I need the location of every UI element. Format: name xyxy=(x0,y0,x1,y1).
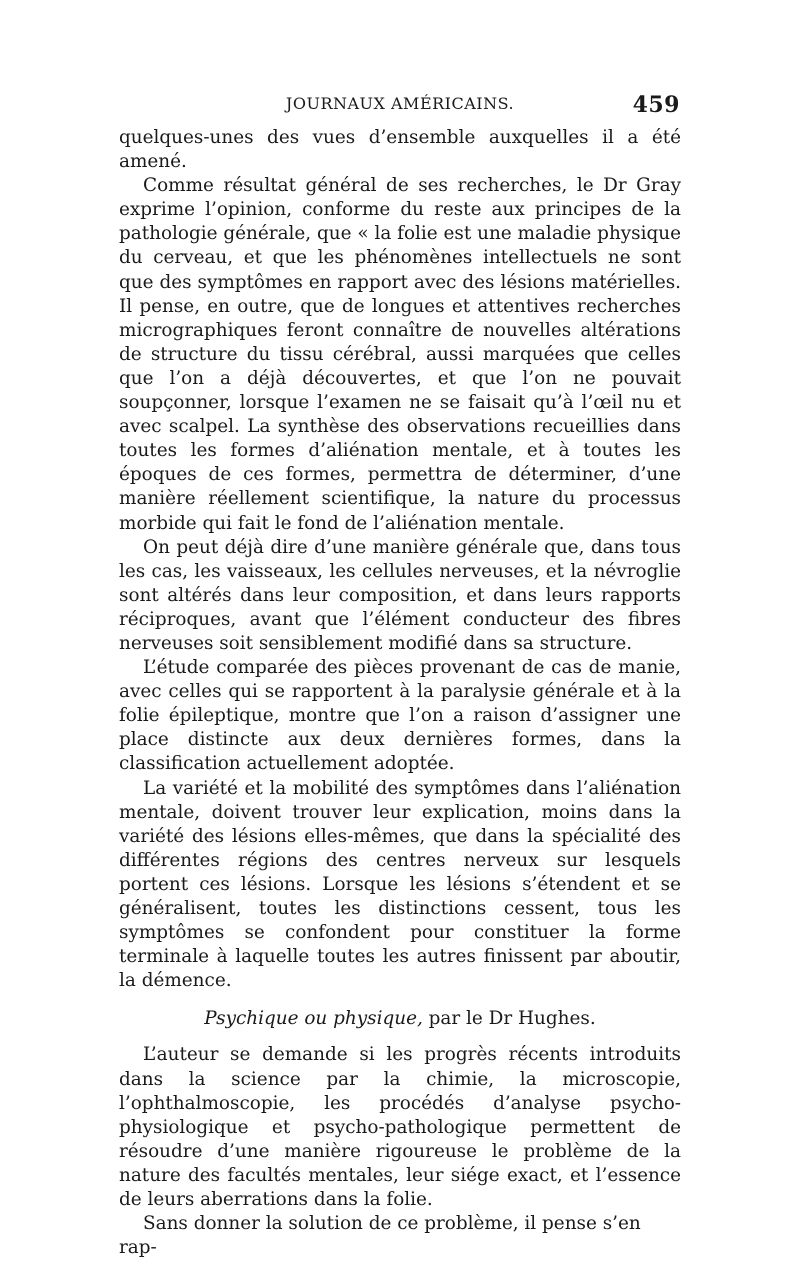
paragraph: L’étude comparée des pièces provenant de cas de manie, avec celles qui se rapportent à la paralysie générale et à la folie épileptique, montre que l’on a raison d’assigner une place distincte aux deux dernières formes, dans la classification actuellement adoptée. xyxy=(119,657,681,775)
paragraph: L’auteur se demande si les progrès récents introduits dans la science par la chimie, la microscopie, l’ophthalmoscopie, les procédés d’analyse psycho-physiologique et psycho-pathologique permettent de résoudre d’une manière rigoureuse le problème de la nature des facultés mentales, leur siége exact, et l’essence de leurs aberrations dans la folie. xyxy=(119,1044,681,1211)
paragraph: Comme résultat général de ses recherches, le Dr Gray exprime l’opinion, conforme du reste aux principes de la pathologie générale, que « la folie est une maladie physique du cerveau, et que les phénomènes intellectuels ne sont que des symptômes en rapport avec des lésions matérielles. Il pense, en outre, que de longues et attentives recherches micrographiques feront connaître de nouvelles altérations de structure du tissu cérébral, aussi marquées que celles que l’on a déjà découvertes, et que l’on ne pouvait soupçonner, lorsque l’examen ne se faisait qu’à l’œil nu et avec scalpel. La synthèse des observations recueillies dans toutes les formes d’aliénation mentale, et à toutes les époques de ces formes, permettra de déterminer, d’une manière réellement scientifique, la nature du processus morbide qui fait le fond de l’aliénation mentale. xyxy=(119,175,681,534)
paragraph: La variété et la mobilité des symptômes dans l’aliénation mentale, doivent trouver leur explication, moins dans la variété des lésions elles-mêmes, que dans la spécialité des différentes régions des centres nerveux sur lesquels portent ces lésions. Lorsque les lésions s’étendent et se généralisent, toutes les distinctions cessent, tous les symptômes se confondent pour constituer la forme terminale à laquelle toutes les autres finissent par aboutir, la démence. xyxy=(119,777,681,992)
paragraph: quelques-unes des vues d’ensemble auxquelles il a été amené. xyxy=(119,127,681,173)
section-author: par le Dr Hughes. xyxy=(428,1008,596,1030)
paragraph: Sans donner la solution de ce problème, il pense s’en rap- xyxy=(119,1213,641,1259)
paragraph: On peut déjà dire d’une manière générale que, dans tous les cas, les vaisseaux, les cellules nerveuses, et la névroglie sont altérés dans leur composition, et dans leurs rapports réciproques, avant que l’élément conducteur des fibres nerveuses soit sensiblement modifié dans sa structure. xyxy=(119,536,681,654)
page-number: 459 xyxy=(632,92,680,118)
running-head xyxy=(120,94,680,120)
running-title: JOURNAUX AMÉRICAINS. xyxy=(285,94,515,113)
body-text xyxy=(119,126,681,1260)
section-heading xyxy=(119,1007,681,1031)
section-title: Psychique ou physique, xyxy=(204,1008,423,1030)
